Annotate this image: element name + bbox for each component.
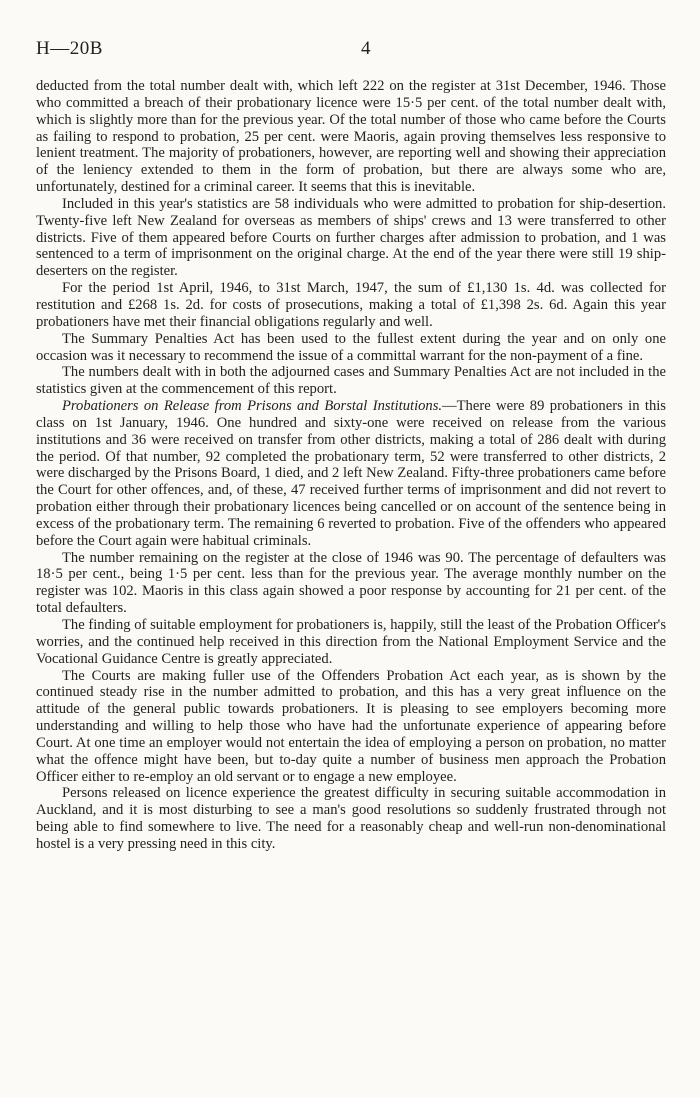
section-heading: Probationers on Release from Prisons and Borstal Institutions. — [62, 398, 443, 415]
paragraph: Persons released on licence experience the greatest difficulty in securing suitable accommodation in Auckland, and it is most disturbing to see a man's good resolutions so suddenly frustrated through not being able to find somewhere to live. The need for a reasonably cheap and well-run non-denominational hostel is a very pressing need in this city. — [36, 785, 666, 852]
paragraph: The numbers dealt with in both the adjourned cases and Summary Penalties Act are not included in the statistics given at the commencement of this report. — [36, 364, 666, 398]
paragraph: The Summary Penalties Act has been used to the fullest extent during the year and on only one occasion was it necessary to recommend the issue of a committal warrant for the non-payment of a fine. — [36, 330, 666, 364]
document-code: H—20B — [36, 38, 103, 59]
paragraph: deducted from the total number dealt with, which left 222 on the register at 31st December, 1946. Those who committed a breach of their probationary licence were 15·5 per cent. of the total number dealt with, which is slightly more than for the previous year. Of the total number of those who came before the Courts as failing to respond to probation, 25 per cent. were Maoris, again proving themselves less responsive to lenient treatment. The majority of probationers, however, are reporting well and showing their appreciation of the leniency extended to them in the form of probation, but there are always some who are, unfortunately, destined for a criminal career. It seems that this is inevitable. — [36, 78, 666, 196]
paragraph: The Courts are making fuller use of the Offenders Probation Act each year, as is shown by the continued steady rise in the number admitted to probation, and this has a very great influence on the attitude of the general public towards probationers. It is pleasing to see employers becoming more understanding and willing to help those who have had the unfortunate experience of appearing before Court. At one time an employer would not entertain the idea of employing a person on probation, no matter what the offence might have been, but to-day quite a number of business men approach the Probation Officer either to re-employ an old servant or to engage a new employee. — [36, 667, 666, 785]
section-text: —There were 89 probationers in this class on 1st January, 1946. One hundred and sixty-one were received on release from the various institutions and 36 were received on transfer from other districts, making a total of 286 dealt with during the period. Of that number, 92 completed the probationary term, 52 were transferred to other districts, 2 were discharged by the Prisons Board, 1 died, and 2 left New Zealand. Fifty-three probationers came before the Court for other offences, and, of these, 47 received further terms of imprisonment and did not revert to probation either through their probationary licences being cancelled or on account of the sentence being in excess of the probationary term. The remaining 6 reverted to probation. Five of the offenders who appeared before the Court again were habitual criminals. — [36, 398, 666, 549]
paragraph: The number remaining on the register at the close of 1946 was 90. The percentage of defaulters was 18·5 per cent., being 1·5 per cent. less than for the previous year. The average monthly number on the register was 102. Maoris in this class again showed a poor response by accounting for 21 per cent. of the total defaulters. — [36, 549, 666, 617]
section-paragraph-release — [36, 398, 666, 550]
page-number: 4 — [361, 38, 371, 59]
document-page — [36, 38, 666, 853]
page-header — [36, 38, 666, 64]
paragraph: The finding of suitable employment for probationers is, happily, still the least of the Probation Officer's worries, and the continued help received in this direction from the National Employment Service and the Vocational Guidance Centre is greatly appreciated. — [36, 617, 666, 667]
body-text — [36, 78, 666, 853]
paragraph: Included in this year's statistics are 58 individuals who were admitted to probation for ship-desertion. Twenty-five left New Zealand for overseas as members of ships' crews and 13 were transferred to other districts. Five of them appeared before Courts on further charges after admission to probation, and 1 was sentenced to a term of imprisonment on the original charge. At the end of the year there were still 19 ship-deserters on the register. — [36, 195, 666, 280]
paragraph: For the period 1st April, 1946, to 31st March, 1947, the sum of £1,130 1s. 4d. was collected for restitution and £268 1s. 2d. for costs of prosecutions, making a total of £1,398 2s. 6d. Again this year probationers have met their financial obligations regularly and well. — [36, 280, 666, 330]
